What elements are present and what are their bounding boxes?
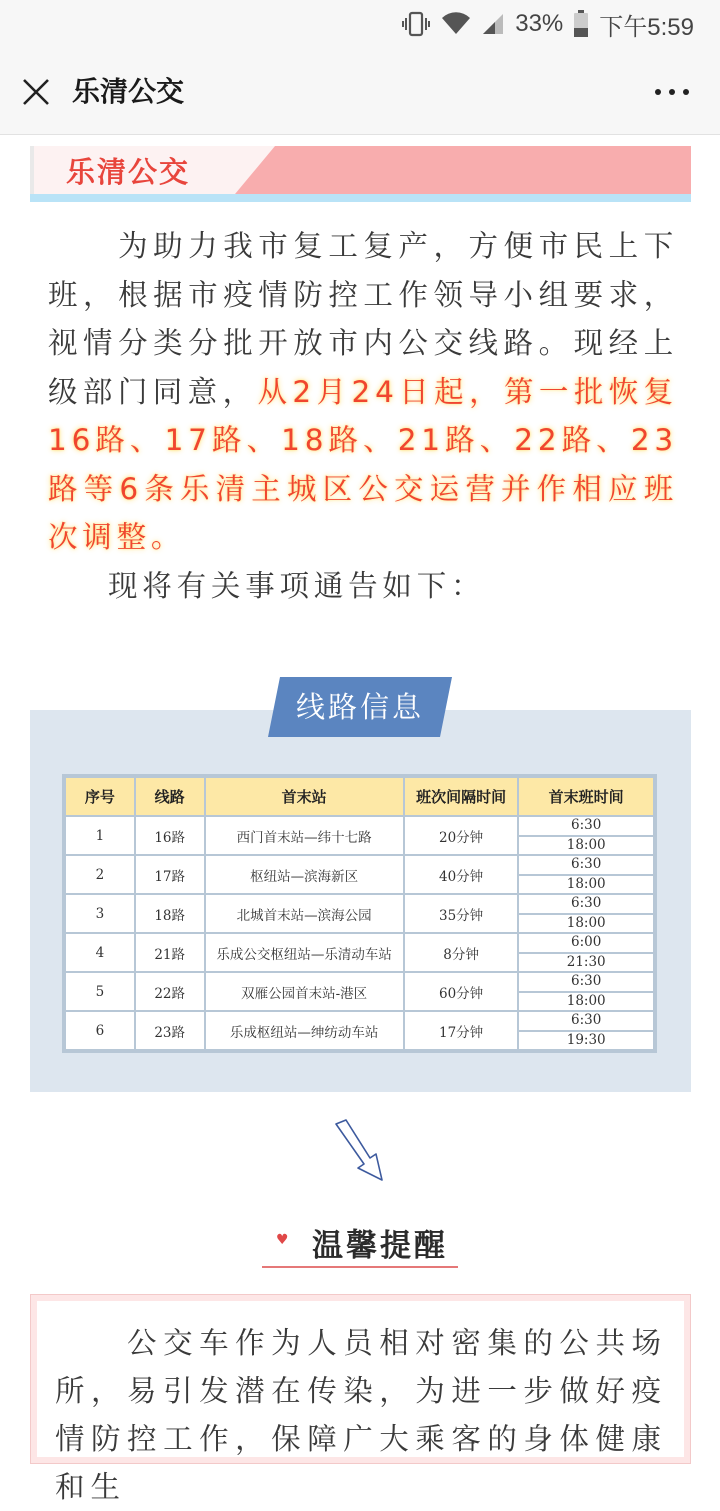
reminder-box [30,1294,691,1504]
cell-route: 21路 [135,933,205,972]
status-bar [0,0,720,48]
signal-icon [481,12,505,36]
cell-route: 18路 [135,894,205,933]
header-times: 首末班时间 [518,777,654,816]
cell-interval: 20分钟 [404,816,519,855]
cell-interval: 40分钟 [404,855,519,894]
intro-highlight: 从2月24日起，第一批恢复16路、17路、18路、21路、22路、23路等6条乐清主城区公交运营并作相应班次调整。 [48,374,678,554]
cell-stations: 枢纽站—滨海新区 [205,855,404,894]
reminder-header [262,1218,458,1268]
article-banner [30,146,691,202]
cell-first-bus: 6:30 [518,894,654,914]
more-icon[interactable] [652,78,692,106]
clock: 下午5:59 [599,13,694,41]
cell-interval: 35分钟 [404,894,519,933]
cell-stations: 北城首末站—滨海公园 [205,894,404,933]
table-row [65,855,654,875]
cell-interval: 17分钟 [404,1011,519,1050]
page-title: 乐清公交 [72,75,185,108]
header-no: 序号 [65,777,135,816]
wifi-icon [441,12,471,36]
cell-route: 16路 [135,816,205,855]
banner-underline [30,194,691,202]
header-interval: 班次间隔时间 [404,777,519,816]
cell-first-bus: 6:00 [518,933,654,953]
cell-first-bus: 6:30 [518,1011,654,1031]
cell-last-bus: 19:30 [518,1031,654,1051]
cell-no: 5 [65,972,135,1011]
battery-percent: 33% [515,10,564,37]
reminder-title: 温馨提醒 [312,1228,448,1264]
cell-last-bus: 18:00 [518,992,654,1012]
battery-icon [573,10,589,38]
intro-text: 为助力我市复工复产，方便市民上下班，根据市疫情防控工作领导小组要求，视情分类分批开放市内公交线路。现经上级部门同意， [48,229,678,409]
cell-no: 3 [65,894,135,933]
cell-last-bus: 21:30 [518,953,654,973]
cell-no: 6 [65,1011,135,1050]
cell-first-bus: 6:30 [518,855,654,875]
cell-stations: 双雁公园首末站-港区 [205,972,404,1011]
intro-paragraph [48,222,678,562]
notice-text: 现将有关事项通告如下： [108,569,486,603]
cell-stations: 乐成公交枢纽站—乐清动车站 [205,933,404,972]
cell-no: 4 [65,933,135,972]
cell-interval: 8分钟 [404,933,519,972]
cell-no: 1 [65,816,135,855]
route-info-title: 线路信息 [295,690,424,724]
heart-icon: ♥ [276,1232,289,1248]
cell-route: 17路 [135,855,205,894]
vibrate-icon [401,11,431,37]
cell-route: 23路 [135,1011,205,1050]
cell-interval: 60分钟 [404,972,519,1011]
cell-route: 22路 [135,972,205,1011]
header-stations: 首末站 [205,777,404,816]
table-header-row [65,777,654,816]
cell-last-bus: 18:00 [518,836,654,856]
table-row [65,972,654,992]
cell-stations: 西门首末站—纬十七路 [205,816,404,855]
cell-no: 2 [65,855,135,894]
close-icon[interactable] [20,76,52,108]
banner-title: 乐清公交 [66,155,191,189]
table-row [65,933,654,953]
header-route: 线路 [135,777,205,816]
table-row [65,894,654,914]
cell-stations: 乐成枢纽站—绅纺动车站 [205,1011,404,1050]
table-row [65,1011,654,1031]
cell-last-bus: 18:00 [518,875,654,895]
table-row [65,816,654,836]
cell-first-bus: 6:30 [518,972,654,992]
down-arrow-icon [330,1118,390,1188]
reminder-text: 公交车作为人员相对密集的公共场所，易引发潜在传染，为进一步做好疫情防控工作，保障广大乘客的身体健康和生 [55,1326,667,1504]
cell-first-bus: 6:30 [518,816,654,836]
route-info-tag [268,677,452,737]
route-table [64,776,655,1051]
cell-last-bus: 18:00 [518,914,654,934]
nav-bar [0,48,720,135]
